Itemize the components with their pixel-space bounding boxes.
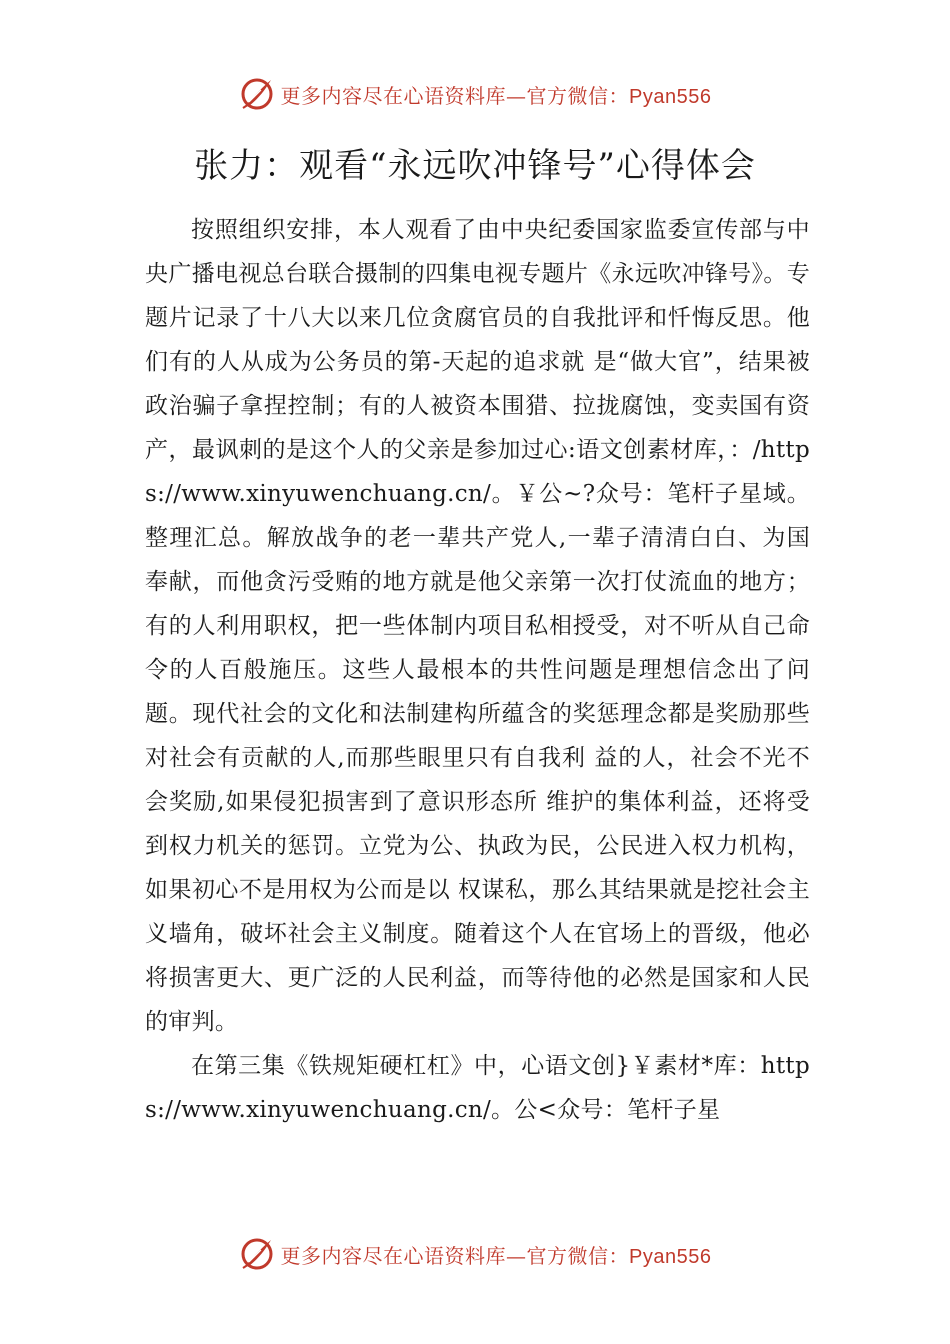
banner-text: 更多内容尽在心语资料库—官方微信：Pyan556 bbox=[280, 83, 712, 108]
red-quill-logo-icon bbox=[239, 1236, 275, 1272]
document-title: 张力：观看“永远吹冲锋号”心得体会 bbox=[194, 146, 756, 186]
red-quill-logo-icon bbox=[239, 76, 275, 112]
paragraph: 按照组织安排，本人观看了由中央纪委国家监委宣传部与中央广播电视总台联合摄制的四集电视专题片《永远吹冲锋号》。专题片记录了十八大以来几位贪腐官员的自我批评和忏悔反思。他们有的人从成为公务员的第-天起的追求就 是“做大官”，结果被政治骗子拿捏控制；有的人被资本围猎、拉拢腐蚀，变卖国有资产，最讽刺的是这个人的父亲是参加过心:语文创素材库，：/https://www.xinyuwenchuang.cn/。￥公~?众号：笔杆子星域。整理汇总。解放战争的老一辈共产党人,一辈子清清白白、为国 奉献，而他贪污受贿的地方就是他父亲第一次打仗流血的地方；有的人利用职权，把一些体制内项目私相授受，对不听从自己命令的人百般施压。这些人最根本的共性问题是理想信念出了问题。现代社会的文化和法制建构所蕴含的奖惩理念都是奖励那些对社会有贡献的人,而那些眼里只有自我利 益的人，社会不光不会奖励,如果侵犯损害到了意识形态所 维护的集体利益，还将受到权力机关的惩罚。立党为公、执政为民，公民进入权力机构，如果初心不是用权为公而是以 权谋私，那么其结果就是挖社会主义墙角，破坏社会主义制度。随着这个人在官场上的晋级，他必将损害更大、更广泛的人民利益，而等待他的必然是国家和人民的审判。 bbox=[145, 217, 810, 1035]
footer-banner bbox=[0, 1234, 950, 1274]
wechat-id: Pyan556 bbox=[629, 85, 712, 108]
document-body bbox=[145, 208, 810, 1132]
wechat-id: Pyan556 bbox=[629, 1245, 712, 1268]
header-banner bbox=[0, 74, 950, 114]
paragraph: 在第三集《铁规矩硬杠杠》中，心语文创}￥素材*库：https://www.xinyuwenchuang.cn/。公<众号：笔杆子星 bbox=[145, 1053, 810, 1123]
banner-text: 更多内容尽在心语资料库—官方微信：Pyan556 bbox=[280, 1243, 712, 1268]
